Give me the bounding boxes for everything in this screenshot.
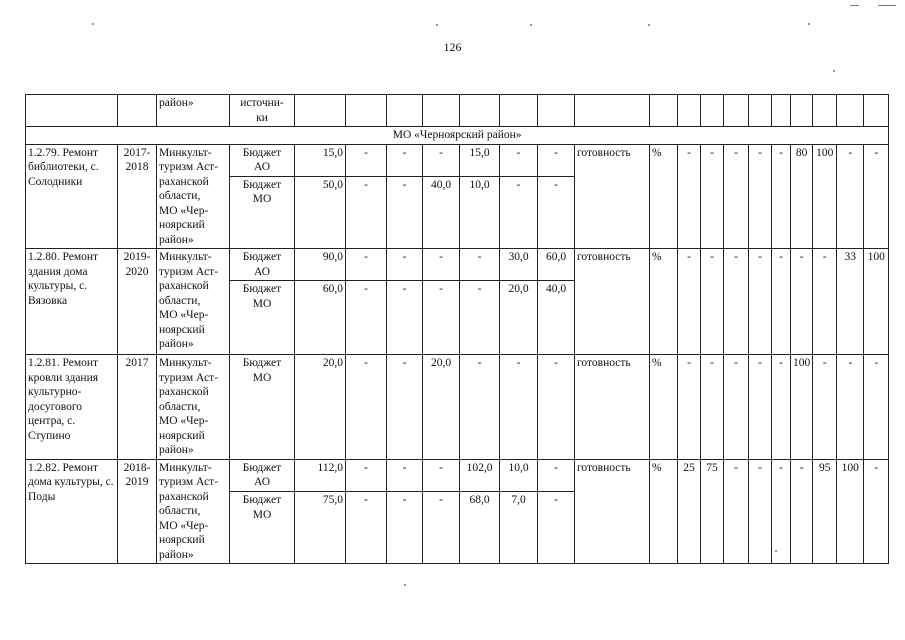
header-cell: [575, 95, 650, 127]
funding-value: -: [460, 281, 500, 355]
header-cell: [749, 95, 772, 127]
target-value: -: [678, 355, 701, 460]
project-period: 2017: [118, 355, 157, 460]
funding-value: -: [346, 281, 387, 355]
funding-value: -: [423, 281, 460, 355]
header-row: [26, 95, 889, 127]
funding-value: -: [346, 492, 387, 564]
funding-value: -: [346, 459, 387, 492]
project-row: [26, 459, 889, 492]
funding-value: -: [538, 144, 575, 176]
funding-value: -: [500, 355, 538, 460]
target-value: -: [724, 249, 749, 355]
funding-value: -: [346, 355, 387, 460]
scan-speck: [648, 24, 650, 26]
target-value: -: [837, 355, 864, 460]
funding-value: 40,0: [538, 281, 575, 355]
funding-value: 102,0: [460, 459, 500, 492]
funding-value: -: [460, 249, 500, 281]
funding-value: 10,0: [500, 459, 538, 492]
target-value: -: [813, 355, 837, 460]
funding-value: -: [387, 249, 423, 281]
funding-source: Бюджет АО: [230, 144, 295, 176]
project-name: 1.2.79. Ремонт библиотеки, с. Солодники: [26, 144, 118, 249]
target-value: -: [701, 249, 724, 355]
funding-value: -: [500, 176, 538, 248]
funding-value: -: [538, 176, 575, 248]
target-value: -: [749, 144, 772, 249]
funding-value: 60,0: [538, 249, 575, 281]
target-value: -: [813, 249, 837, 355]
funding-value: -: [387, 459, 423, 492]
scan-speck: [808, 23, 810, 25]
indicator-unit: %: [650, 459, 678, 564]
target-value: 75: [701, 459, 724, 564]
funding-value: -: [460, 355, 500, 460]
target-value: 95: [813, 459, 837, 564]
target-value: -: [749, 355, 772, 460]
project-executor: Минкульт- туризм Аст- раханской области, МО «Чер- ноярский район»: [157, 459, 230, 564]
funding-value: 30,0: [500, 249, 538, 281]
header-cell: [423, 95, 460, 127]
funding-value: 15,0: [295, 144, 346, 176]
funding-source: Бюджет МО: [230, 176, 295, 248]
target-value: 100: [813, 144, 837, 249]
scan-speck: [775, 550, 777, 552]
target-value: -: [864, 144, 889, 249]
target-value: -: [837, 144, 864, 249]
header-cell: источни- ки: [230, 95, 295, 127]
target-value: 25: [678, 459, 701, 564]
target-value: 33: [837, 249, 864, 355]
funding-value: -: [423, 249, 460, 281]
target-value: -: [724, 144, 749, 249]
funding-source: Бюджет МО: [230, 281, 295, 355]
target-value: -: [724, 355, 749, 460]
header-cell: [650, 95, 678, 127]
target-value: 100: [864, 249, 889, 355]
funding-value: -: [387, 281, 423, 355]
funding-value: 20,0: [423, 355, 460, 460]
header-cell: [837, 95, 864, 127]
project-name: 1.2.81. Ремонт кровли здания культурно-досугового центра, с. Ступино: [26, 355, 118, 460]
funding-value: -: [423, 459, 460, 492]
header-cell: [701, 95, 724, 127]
indicator-name: готовность: [575, 355, 650, 460]
indicator-name: готовность: [575, 249, 650, 355]
header-cell: [724, 95, 749, 127]
project-period: 2018- 2019: [118, 459, 157, 564]
target-value: 80: [791, 144, 813, 249]
target-value: 100: [837, 459, 864, 564]
funding-value: -: [387, 355, 423, 460]
funding-value: 15,0: [460, 144, 500, 176]
target-value: -: [772, 249, 791, 355]
funding-value: 90,0: [295, 249, 346, 281]
target-value: -: [791, 459, 813, 564]
funding-value: 40,0: [423, 176, 460, 248]
section-title: МО «Черноярский район»: [26, 127, 889, 145]
funding-value: -: [387, 144, 423, 176]
header-cell: [500, 95, 538, 127]
section-row: [26, 127, 889, 145]
funding-value: -: [423, 492, 460, 564]
project-name: 1.2.82. Ремонт дома культуры, с. Поды: [26, 459, 118, 564]
funding-value: -: [500, 144, 538, 176]
funding-source: Бюджет АО: [230, 249, 295, 281]
header-cell: [864, 95, 889, 127]
project-executor: Минкульт- туризм Аст- раханской области, МО «Чер- ноярский район»: [157, 355, 230, 460]
project-row: [26, 144, 889, 176]
funding-source: Бюджет МО: [230, 355, 295, 460]
funding-source: Бюджет АО: [230, 459, 295, 492]
scan-speck: [530, 24, 532, 26]
target-value: -: [772, 355, 791, 460]
header-cell: [791, 95, 813, 127]
scan-speck: [850, 5, 859, 6]
project-row: [26, 355, 889, 460]
target-value: -: [678, 144, 701, 249]
project-executor: Минкульт- туризм Аст- раханской области, МО «Чер- ноярский район»: [157, 144, 230, 249]
target-value: -: [749, 249, 772, 355]
target-value: -: [701, 355, 724, 460]
funding-value: 112,0: [295, 459, 346, 492]
funding-value: 60,0: [295, 281, 346, 355]
header-cell: [460, 95, 500, 127]
scan-speck: [833, 70, 835, 72]
scan-speck: [92, 23, 94, 25]
header-cell: [772, 95, 791, 127]
target-value: -: [724, 459, 749, 564]
header-cell: [295, 95, 346, 127]
project-period: 2019- 2020: [118, 249, 157, 355]
header-cell: [813, 95, 837, 127]
scan-speck: [436, 24, 438, 26]
program-table: [25, 94, 889, 564]
header-cell: [678, 95, 701, 127]
header-cell: [387, 95, 423, 127]
funding-value: 10,0: [460, 176, 500, 248]
target-value: -: [772, 459, 791, 564]
indicator-unit: %: [650, 144, 678, 249]
funding-value: -: [346, 176, 387, 248]
funding-value: 20,0: [295, 355, 346, 460]
scan-speck: [878, 5, 896, 6]
funding-value: -: [538, 459, 575, 492]
funding-value: 75,0: [295, 492, 346, 564]
target-value: -: [791, 249, 813, 355]
target-value: 100: [791, 355, 813, 460]
funding-source: Бюджет МО: [230, 492, 295, 564]
target-value: -: [678, 249, 701, 355]
target-value: -: [864, 355, 889, 460]
header-cell: [118, 95, 157, 127]
funding-value: -: [346, 144, 387, 176]
scan-speck: [404, 584, 406, 586]
page-number: 126: [443, 40, 462, 54]
target-value: -: [701, 144, 724, 249]
funding-value: 7,0: [500, 492, 538, 564]
target-value: -: [749, 459, 772, 564]
project-period: 2017- 2018: [118, 144, 157, 249]
indicator-unit: %: [650, 355, 678, 460]
funding-value: -: [538, 492, 575, 564]
target-value: -: [772, 144, 791, 249]
project-name: 1.2.80. Ремонт здания дома культуры, с. Вязовка: [26, 249, 118, 355]
target-value: -: [864, 459, 889, 564]
funding-value: 50,0: [295, 176, 346, 248]
funding-value: -: [387, 492, 423, 564]
indicator-unit: %: [650, 249, 678, 355]
funding-value: 20,0: [500, 281, 538, 355]
header-cell: [346, 95, 387, 127]
funding-value: -: [346, 249, 387, 281]
funding-value: -: [387, 176, 423, 248]
header-cell: [538, 95, 575, 127]
funding-value: 68,0: [460, 492, 500, 564]
indicator-name: готовность: [575, 459, 650, 564]
project-row: [26, 249, 889, 281]
funding-value: -: [538, 355, 575, 460]
project-executor: Минкульт- туризм Аст- раханской области, МО «Чер- ноярский район»: [157, 249, 230, 355]
header-cell: район»: [157, 95, 230, 127]
indicator-name: готовность: [575, 144, 650, 249]
header-cell: [26, 95, 118, 127]
funding-value: -: [423, 144, 460, 176]
